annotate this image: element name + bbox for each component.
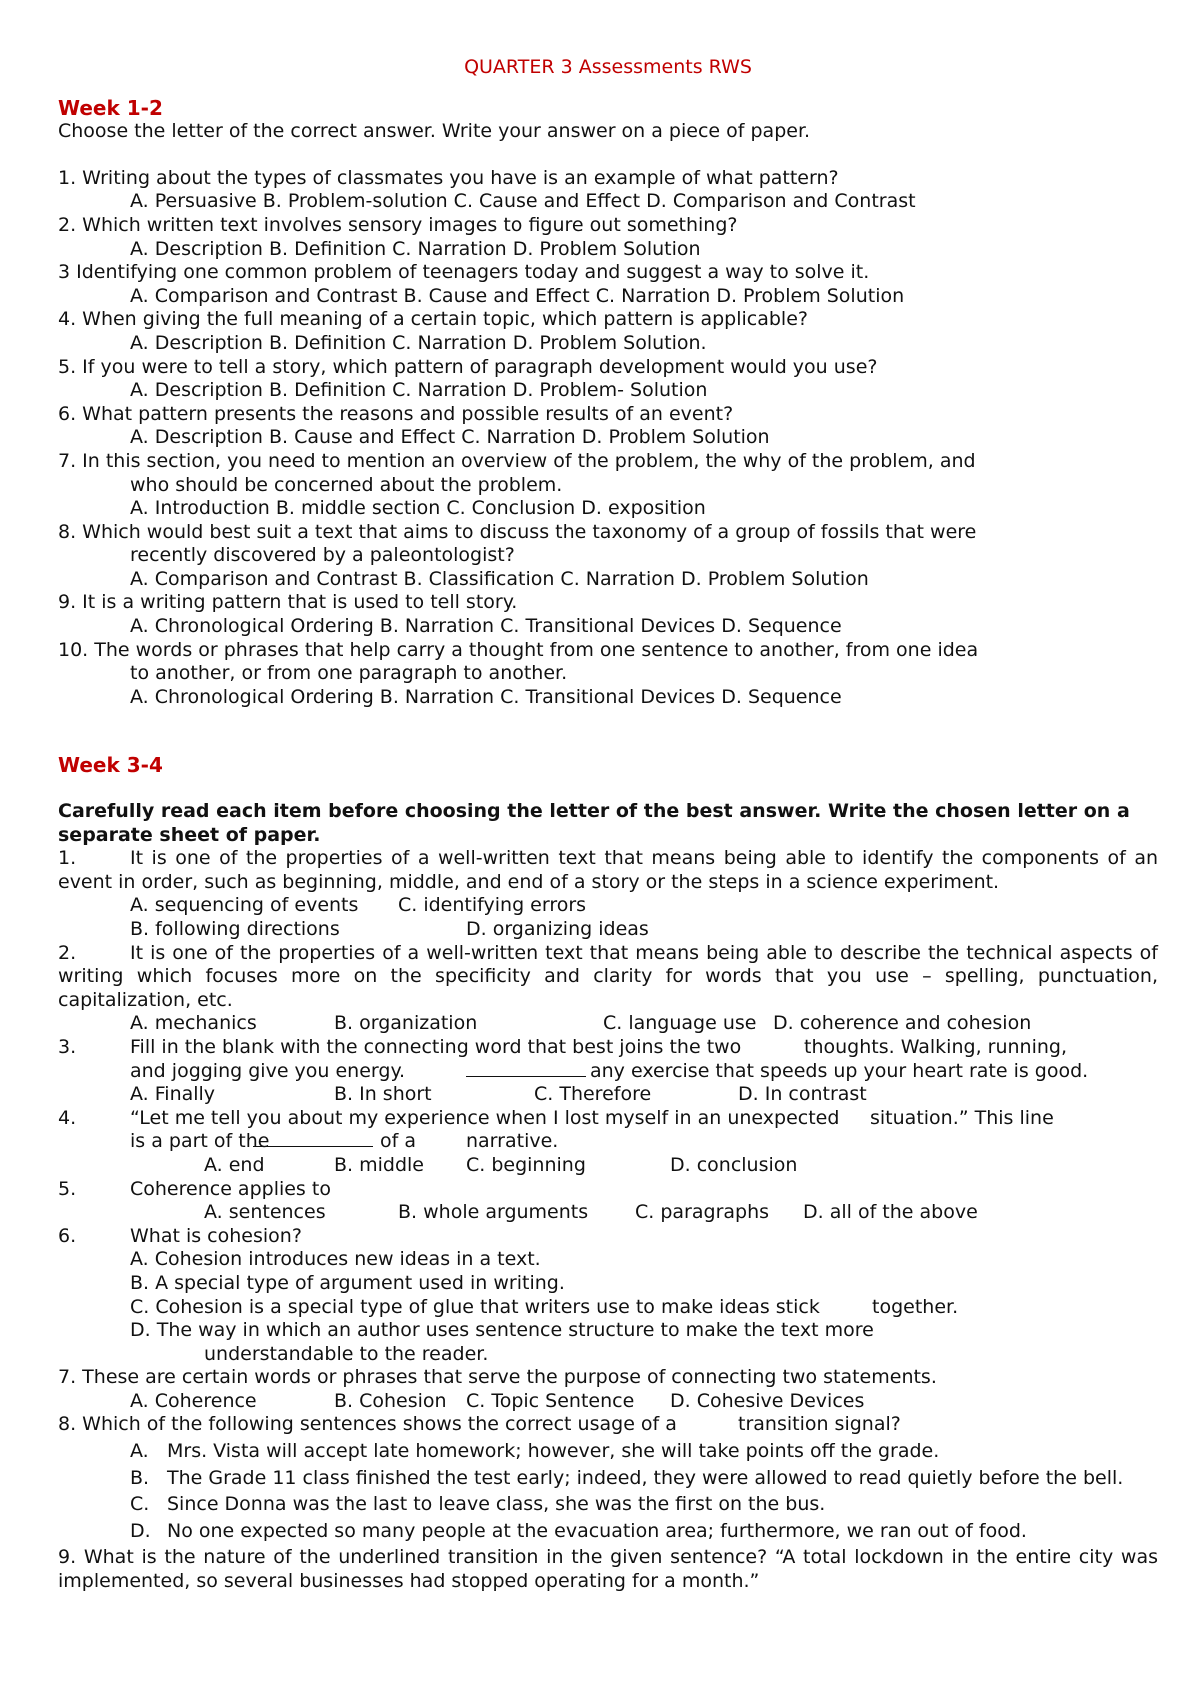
option-text: No one expected so many people at the evacuation area; furthermore, we ran out of food. [167,1519,1027,1542]
choice-b: B. whole arguments [398,1201,589,1224]
question-9: 9. What is the nature of the underlined transition in the given sentence? “A total lockdown in the entire city was implemented, so several businesses had stopped operating for a month.” [58,1546,1158,1593]
choice-d: D. In contrast [738,1083,867,1106]
question-text: and jogging give you energy. [130,1059,406,1082]
answer-choices: A. Description B. Definition C. Narration D. Problem- Solution [130,379,708,402]
answer-choices-row [58,1201,1158,1225]
question-2 [58,942,1158,1013]
question-text-continued: transition signal? [738,1413,901,1436]
question-text-b: situation.” This line [870,1106,1054,1129]
question-text: 8. Which would best suit a text that aims to discuss the taxonomy of a group of fossils that were [58,520,977,543]
choice-a: A. Cohesion introduces new ideas in a text. [130,1248,541,1271]
question-text: Fill in the blank with the connecting word that best joins the two [130,1035,742,1058]
choice-d-continued: understandable to the reader. [204,1342,489,1365]
choice-b: B. Cohesion [334,1389,447,1412]
week-3-4-instruction: Carefully read each item before choosing the letter of the best answer. Write the chosen letter on a separate sheet of paper. [58,800,1130,846]
choice-d: D. all of the above [803,1201,978,1224]
question-text-b: of a [380,1130,416,1153]
answer-choices: A. Persuasive B. Problem-solution C. Cause and Effect D. Comparison and Contrast [130,190,916,213]
question-text: 7. In this section, you need to mention an overview of the problem, the why of the problem, and [58,449,976,472]
answer-choices-row [58,894,1158,918]
choice-c-row [58,1296,1158,1320]
option-d [58,1520,1158,1544]
question-3 [58,1036,1158,1060]
choice-d: D. coherence and cohesion [773,1012,1032,1035]
answer-choices: A. Introduction B. middle section C. Conclusion D. exposition [130,497,706,520]
choice-a: A. mechanics [130,1012,257,1035]
answer-choices: A. Comparison and Contrast B. Cause and Effect C. Narration D. Problem Solution [130,284,905,307]
option-text: Mrs. Vista will accept late homework; however, she will take points off the grade. [167,1440,940,1463]
option-c [58,1493,1158,1517]
answer-choices-row [58,1154,1158,1178]
choice-a: A. Finally [130,1083,216,1106]
option-a [58,1440,1158,1464]
choice-a: A. sequencing of events [130,894,359,917]
choice-c: C. paragraphs [635,1201,770,1224]
question-text-continued: who should be concerned about the problem. [130,473,563,496]
choice-d: D. The way in which an author uses sentence structure to make the text more [130,1319,874,1342]
document-page [58,50,1158,1594]
answer-choices: A. Description B. Cause and Effect C. Narration D. Problem Solution [130,426,770,449]
choice-d: D. conclusion [670,1153,798,1176]
question-6 [58,1225,1158,1249]
choice-c: C. Topic Sentence [466,1389,635,1412]
week-3-4-heading: Week 3-4 [58,753,163,778]
question-text: It is one of the properties of a well-written text that means being able to describe the technical aspects of writing which focuses more on the specificity and clarity for words that you use – spelling, punctuation, capitalization, etc. [58,941,1158,1011]
question-text: “Let me tell you about my experience when I lost myself in an unexpected [130,1106,840,1129]
choice-c: C. language use [603,1012,757,1035]
choice-c: C. identifying errors [398,894,587,917]
question-text: 6. What pattern presents the reasons and possible results of an event? [58,402,734,425]
choice-c: C. Cohesion is a special type of glue that writers use to make ideas stick [130,1295,820,1318]
question-text: 5. If you were to tell a story, which pattern of paragraph development would you use? [58,355,878,378]
question-number: 6. [58,1224,77,1247]
question-text: 9. It is a writing pattern that is used to tell story. [58,591,518,614]
question-text: 2. Which written text involves sensory images to figure out something? [58,213,738,236]
choice-c: C. Therefore [534,1083,652,1106]
page-title: QUARTER 3 Assessments RWS [464,56,752,78]
question-text: What is cohesion? [130,1224,302,1247]
question-4-line-2 [58,1130,1158,1154]
choice-d: D. Cohesive Devices [670,1389,865,1412]
choice-c: C. beginning [466,1153,586,1176]
question-text-b: any exercise that speeds up your heart rate is good. [590,1059,1089,1082]
option-b [58,1467,1158,1491]
question-text-continued: to another, or from one paragraph to another. [130,662,568,685]
question-text-continued: recently discovered by a paleontologist? [130,544,515,567]
question-5 [58,1178,1158,1202]
question-text: 8. Which of the following sentences shows the correct usage of a [58,1413,677,1436]
question-number: 3. [58,1035,77,1058]
answer-blank [253,1130,373,1154]
choice-b: B. organization [334,1012,478,1035]
answer-choices: A. Description B. Definition C. Narration D. Problem Solution. [130,331,707,354]
question-text: is a part of the [130,1130,270,1153]
answer-choices: A. Chronological Ordering B. Narration C. Transitional Devices D. Sequence [130,685,842,708]
question-text-b: thoughts. Walking, running, [804,1035,1068,1058]
choice-b: B. middle [334,1153,424,1176]
answer-choices: A. Chronological Ordering B. Narration C. Transitional Devices D. Sequence [130,615,842,638]
choice-a: A. sentences [204,1201,326,1224]
week-1-2-instruction: Choose the letter of the correct answer. Write your answer on a piece of paper. [58,120,811,143]
question-text: Coherence applies to [130,1177,331,1200]
question-3-line-2 [58,1060,1158,1084]
question-text: 10. The words or phrases that help carry a thought from one sentence to another, from one idea [58,638,979,661]
choice-a: A. Coherence [130,1389,257,1412]
answer-choices: A. Comparison and Contrast B. Classification C. Narration D. Problem Solution [130,567,869,590]
week-1-2-heading: Week 1-2 [58,95,163,120]
answer-choices-row [58,1012,1158,1036]
option-letter: D. [130,1519,151,1542]
question-text: It is one of the properties of a well-written text that means being able to identify the components of an event in order, such as beginning, middle, and end of a story or the steps in a science experiment. [58,847,1158,893]
week-1-2-question-list [58,167,1158,710]
answer-choices: A. Description B. Definition C. Narration D. Problem Solution [130,237,701,260]
option-letter: A. [130,1440,149,1463]
question-number: 1. [58,847,77,870]
question-1 [58,847,1158,894]
option-letter: B. [130,1466,150,1489]
choice-b: B. A special type of argument used in writing. [130,1271,565,1294]
option-text: Since Donna was the last to leave class, she was the first on the bus. [167,1493,826,1516]
answer-choices-row [58,1083,1158,1107]
question-text: 1. Writing about the types of classmates you have is an example of what pattern? [58,166,839,189]
question-number: 4. [58,1106,77,1129]
choice-d: D. organizing ideas [466,918,649,940]
choice-a: A. end [204,1153,265,1176]
question-8 [58,1413,1158,1437]
answer-blank [466,1060,586,1084]
question-number: 2. [58,941,77,964]
option-letter: C. [130,1493,150,1516]
option-text: The Grade 11 class finished the test early; indeed, they were allowed to read quietly before the bell. [167,1466,1124,1489]
question-4 [58,1107,1158,1131]
question-number: 5. [58,1177,77,1200]
choice-b: B. In short [334,1083,432,1106]
answer-choices-row [58,1390,1158,1414]
answer-choices-row [58,918,1158,942]
question-7: 7. These are certain words or phrases that serve the purpose of connecting two statements. [58,1366,937,1389]
question-text-c: narrative. [466,1130,559,1153]
choice-b: B. following directions [130,918,340,940]
question-text: 3 Identifying one common problem of teenagers today and suggest a way to solve it. [58,261,870,284]
question-text: 4. When giving the full meaning of a certain topic, which pattern is applicable? [58,308,808,331]
choice-c-continued: together. [872,1295,959,1318]
